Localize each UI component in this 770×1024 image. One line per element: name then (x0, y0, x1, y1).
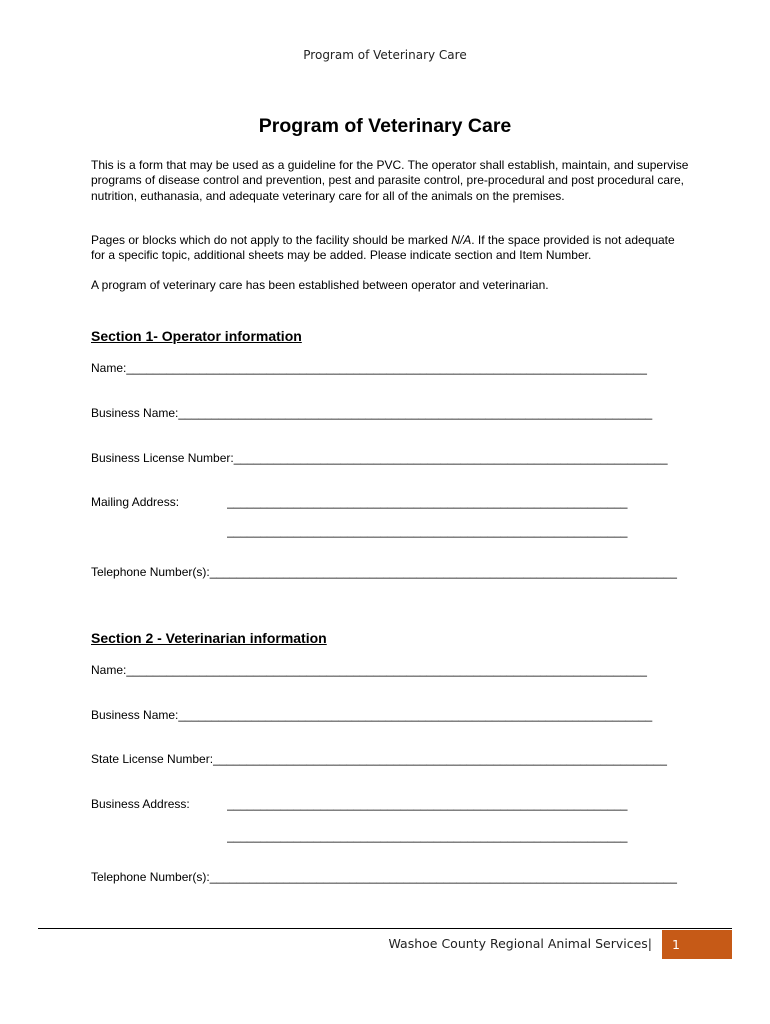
vet-address-line-1[interactable]: ____________________________________________________________ (227, 797, 628, 811)
vet-address-label: Business Address: (91, 797, 190, 811)
operator-mailing-line-1[interactable]: ____________________________________________________________ (227, 495, 628, 509)
vet-license-field[interactable]: State License Number:____________________________________________________________________ (91, 752, 667, 766)
vet-business-name-field[interactable]: Business Name:_______________________________________________________________________ (91, 708, 653, 722)
vet-address-line-2[interactable]: ____________________________________________________________ (227, 829, 628, 843)
operator-mailing-line-2[interactable]: ____________________________________________________________ (227, 524, 628, 538)
instructions-text-end: . If the space provided is not adequate for a specific topic, additional sheets may be added. Please indicate section and Item Number. (91, 233, 675, 263)
na-marker: N/A (451, 233, 472, 247)
section2-heading: Section 2 - Veterinarian information (91, 630, 327, 646)
footer-organization: Washoe County Regional Animal Services| (388, 936, 652, 951)
operator-mailing-label: Mailing Address: (91, 495, 180, 509)
instructions-paragraph (91, 233, 691, 264)
page-number-badge: 1 (662, 930, 732, 959)
document-title: Program of Veterinary Care (258, 115, 512, 137)
running-header: Program of Veterinary Care (303, 48, 467, 62)
instructions-text-start: Pages or blocks which do not apply to the facility should be marked (91, 233, 452, 247)
program-statement: A program of veterinary care has been established between operator and veterinarian. (91, 278, 549, 292)
operator-name-field[interactable]: Name:______________________________________________________________________________ (91, 361, 647, 375)
operator-license-field[interactable]: Business License Number:_________________________________________________________________ (91, 451, 668, 465)
footer-divider (38, 928, 732, 929)
operator-telephone-field[interactable]: Telephone Number(s):______________________________________________________________________ (91, 565, 677, 579)
vet-name-field[interactable]: Name:______________________________________________________________________________ (91, 663, 647, 677)
section1-heading: Section 1- Operator information (91, 328, 302, 344)
operator-business-name-field[interactable]: Business Name:_______________________________________________________________________ (91, 406, 653, 420)
intro-paragraph: This is a form that may be used as a guideline for the PVC. The operator shall establish, maintain, and supervise programs of disease control and prevention, pest and parasite control, pre-procedural and post procedural care, nutrition, euthanasia, and adequate veterinary care for all of the animals on the premises. (91, 158, 689, 203)
vet-telephone-field[interactable]: Telephone Number(s):______________________________________________________________________ (91, 870, 677, 884)
